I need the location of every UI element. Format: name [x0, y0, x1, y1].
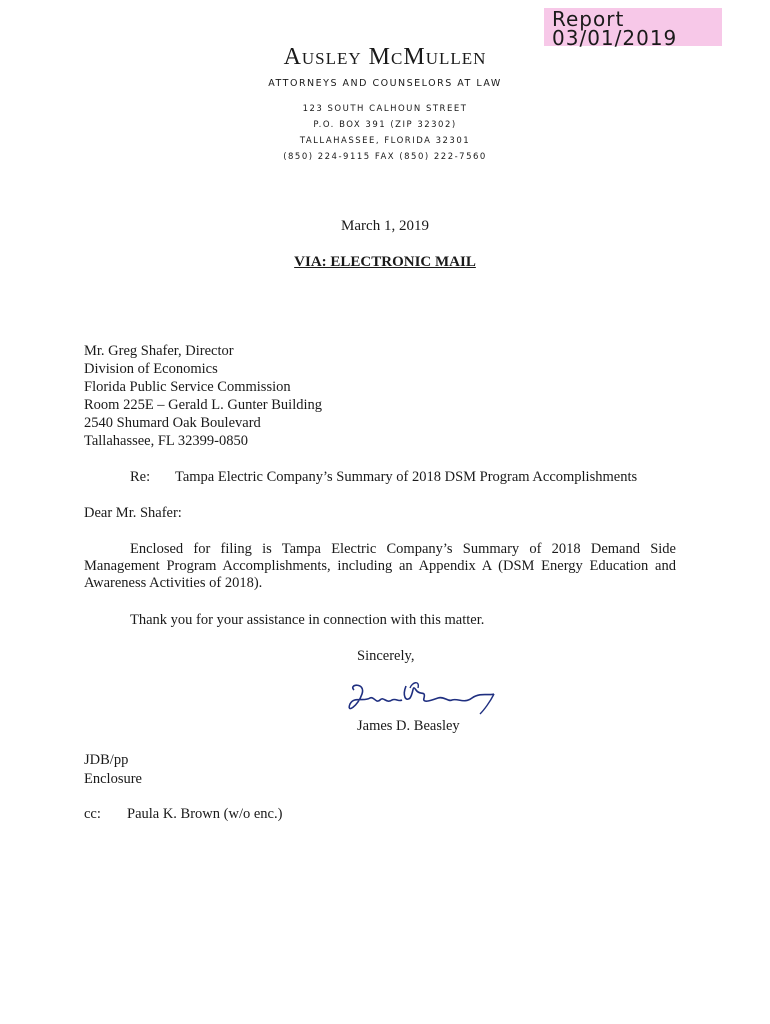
recipient-line: Division of Economics	[84, 361, 218, 377]
address-line: 123 SOUTH CALHOUN STREET	[302, 104, 468, 114]
salutation: Dear Mr. Shafer:	[84, 505, 182, 521]
cc-value: Paula K. Brown (w/o enc.)	[127, 806, 283, 822]
cc-label: cc:	[84, 806, 101, 822]
stamp-line-1: Report	[552, 7, 625, 31]
enclosure-note: Enclosure	[84, 771, 142, 787]
typist-initials: JDB/pp	[84, 752, 129, 768]
re-label: Re:	[130, 469, 151, 485]
body-paragraph: Enclosed for filing is Tampa Electric Company’s Summary of 2018 Demand Side Management Program Accomplishments, including an Appendix A (DSM Energy Education and Awareness Activities of 2018).	[84, 541, 676, 591]
letter-date: March 1, 2019	[341, 218, 429, 234]
recipient-line: Room 225E – Gerald L. Gunter Building	[84, 397, 323, 413]
report-stamp	[544, 7, 722, 50]
recipient-line: 2540 Shumard Oak Boulevard	[84, 415, 261, 431]
recipient-line: Mr. Greg Shafer, Director	[84, 343, 234, 359]
re-subject: Tampa Electric Company’s Summary of 2018 DSM Program Accomplishments	[175, 469, 638, 485]
firm-name: Ausley McMullen	[283, 44, 487, 70]
firm-tagline: ATTORNEYS AND COUNSELORS AT LAW	[268, 78, 502, 89]
recipient-line: Florida Public Service Commission	[84, 379, 291, 395]
delivery-method: VIA: ELECTRONIC MAIL	[294, 254, 476, 270]
body-paragraph: Thank you for your assistance in connection with this matter.	[130, 612, 485, 628]
signer-name: James D. Beasley	[357, 718, 460, 734]
stamp-line-2: 03/01/2019	[552, 26, 678, 50]
address-line: TALLAHASSEE, FLORIDA 32301	[299, 136, 471, 146]
address-line: (850) 224-9115 FAX (850) 222-7560	[283, 152, 487, 162]
recipient-line: Tallahassee, FL 32399-0850	[84, 433, 248, 449]
address-line: P.O. BOX 391 (ZIP 32302)	[313, 120, 457, 130]
closing: Sincerely,	[357, 648, 415, 664]
